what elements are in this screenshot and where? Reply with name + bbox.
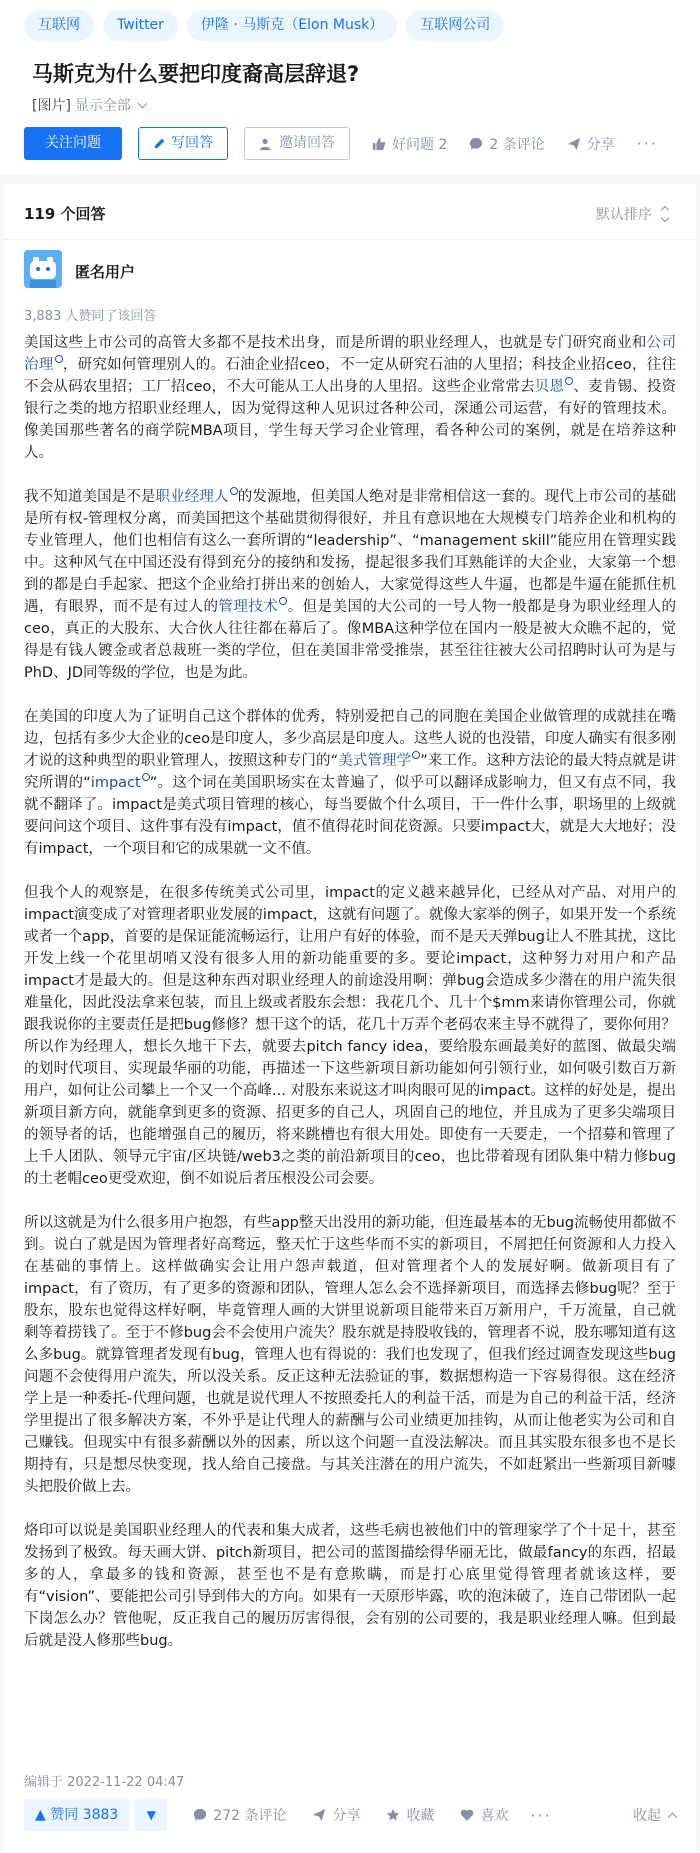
keyword-link-text: 美式管理学: [338, 753, 412, 769]
voters-count[interactable]: 3,883 人赞同了该回答: [24, 309, 157, 324]
sort-selector[interactable]: [596, 204, 668, 224]
like-label: 喜欢: [480, 1808, 509, 1824]
keyword-link-text: 管理技术: [218, 599, 279, 615]
author-name[interactable]: 匿名用户: [75, 263, 136, 281]
answer-comments-label: 272 条评论: [213, 1808, 287, 1824]
topic-tag[interactable]: 互联网公司: [406, 10, 504, 41]
sort-arrows-icon: [662, 207, 668, 221]
pencil-icon: [153, 137, 166, 150]
share-icon: [567, 137, 581, 151]
follow-question-button[interactable]: 关注问题: [24, 127, 122, 160]
keyword-link[interactable]: [91, 775, 150, 791]
downvote-button[interactable]: [135, 1799, 167, 1831]
question-header: [0, 0, 700, 174]
upvote-button[interactable]: ▲ 赞同 3883: [24, 1799, 129, 1831]
topic-tags: [24, 10, 504, 41]
keyword-link[interactable]: [338, 753, 420, 769]
question-actions: [24, 127, 658, 160]
answer-paragraph: 烙印可以说是美国职业经理人的代表和集大成者，这些毛病也被他们中的管理家学了个十足十，甚至发扬到了极致。每天画大饼、pitch新项目，把公司的蓝图描绘得华丽无比，做最fancy的东西，招最多的人，拿最多的钱和资源，甚至也不是有意欺瞒，而是打心底里觉得管理者就该这样，要有“vision”、要能把公司引导到伟大的方向。如果有一天原形毕露，吹的泡沫破了，连自己带团队一起下岗怎么办？管他呢，反正我自己的履历厉害得很，会有别的公司要的，我是职业经理人嘛。但到最后就是没人修那些bug。: [24, 1523, 676, 1649]
answer-text: ”来工作。这种方法论的最大特点就是讲究所谓的“: [24, 753, 677, 791]
answers-card: [4, 184, 696, 1853]
more-icon[interactable]: ···: [530, 1805, 552, 1825]
question-comments-label: 2 条评论: [489, 136, 545, 153]
more-icon[interactable]: ···: [636, 134, 658, 153]
collapse-label: 收起: [633, 1808, 661, 1824]
divider: [4, 239, 696, 240]
chevron-down-icon[interactable]: [137, 99, 147, 109]
show-all-link[interactable]: 显示全部: [74, 98, 131, 114]
answer-paragraph: 所以这就是为什么很多用户抱怨，有些app整天出没用的新功能，但连最基本的无bug流畅使用都做不到。说白了就是因为管理者好高骛远，整天忙于这些华而不实的新项目，不屑把任何资源和人力投入在基础的事情上。这样做确实会让用户怨声载道，但对管理者个人的发展好啊。做新项目有了impact，有了资历，有了更多的资源和团队，管理人怎么会不选择新项目，而选择去修bug呢？至于股东，股东也觉得这样好啊，毕竟管理人画的大饼里说新项目能带来百万新用户，千万流量，自己就剩等着捞钱了。至于不修bug会不会使用户流失？股东就是持股收钱的，管理者不说，股东哪知道有这么多bug。就算管理者发现有bug，管理人也有得说的：我们也发现了，但我们经过调查发现这些bug问题不会使得用户流失，所以没关系。反正这种无法验证的事，数据想构造一下容易得很。这在经济学上是一种委托-代理问题，也就是说代理人不按照委托人的利益干活，而是为自己的利益干活，经济学里提出了很多解决方案，不外乎是让代理人的薪酬与公司业绩更加挂钩，从而让他老实为公司和自己赚钱。但现实中有很多薪酬以外的因素，所以这个问题一直没法解决。而且其实股东很多也不是长期持有，只是想尽快变现，找人给自己接盘。与其关注潜在的用户流失，不如赶紧出一些新项目新噱头把股价做上去。: [24, 1215, 676, 1495]
answer-paragraph: 但我个人的观察是，在很多传统美式公司里，impact的定义越来越异化，已经从对产品、对用户的impact演变成了对管理者职业发展的impact，这就有问题了。就像大家举的例子，如果开发一个系统或者一个app，首要的是保证能流畅运行，让用户有好的体验，而不是天天弹bug让人不胜其扰，这比开发上线一个花里胡哨又没有很多人用的新功能重要的多。要论impact，这种努力对用户和产品impact才是最大的。但是这种东西对职业经理人的前途没用啊：弹bug会造成多少潜在的用户流失很难量化，因此没法拿来包装，而且上级或者股东会想：我花几个、几十个$mm来请你管理公司，你就跟我说你的主要责任是把bug修修？想干这个的话，花几十万弄个老码农来主导不就得了，要你何用？所以作为经理人，想长久地干下去，就要去pitch fancy idea，要给股东画最美好的蓝图、做最尖端的划时代项目、实现最华丽的功能，再描述一下这些新项目新功能如何引领行业，如何吸引数百万新用户，如何让公司攀上一个又一个高峰... 对股东来说这才叫肉眼可见的impact。这样的好处是，提出新项目新方向，就能拿到更多的资源、招更多的自己人，巩固自己的地位，并且成为了更多尖端项目的领导者的话，也能增强自己的履历，将来跳槽也有很大用处。即使有一天要走，一个招募和管理了上千人团队、领导元宇宙/区块链/web3之类的前沿新项目的ceo，也比带着现有团队集中精力修bug的土老帽ceo更受欢迎，倒不如说后者压根没公司会要。: [24, 885, 676, 1187]
sort-label: 默认排序: [596, 207, 652, 223]
topic-tag[interactable]: 伊隆 · 马斯克（Elon Musk）: [187, 10, 397, 41]
search-icon: [565, 377, 573, 385]
search-icon: [55, 355, 63, 363]
answer-paragraph: [24, 706, 676, 860]
anonymous-avatar-icon: [24, 250, 62, 288]
heart-icon: [460, 1808, 474, 1822]
star-icon: [386, 1808, 400, 1822]
answer-content: [24, 332, 676, 1652]
keyword-link-text: 职业经理人: [155, 489, 229, 505]
comment-icon: [193, 1808, 207, 1822]
answer-text: 美国这些上市公司的高管大多都不是技术出身，而是所谓的职业经理人，也就是专门研究商业和: [24, 335, 647, 351]
answer-text: 在美国的印度人为了证明自己这个群体的优秀，特别爱把自己的同胞在美国企业做管理的成就挂在嘴边，包括有多少大企业的ceo是印度人，多少高层是印度人。这些人说的也没错，印度人确实有很多刚才说的这种典型的职业管理人，按照这种专门的“: [24, 709, 676, 769]
chevron-up-icon: [668, 1812, 678, 1822]
answer-text: ”。这个词在美国职场实在太普遍了，似乎可以翻译成影响力，但又有点不同，我就不翻译了。impact是美式项目管理的核心，每当要做个什么项目，干一件什么事，职场里的上级就要问问这个项目、这件事有没有impact，值不值得花时间花资源。只要impact大，就是大大地好；没有impact，一个项目和它的成果就一文不值。: [24, 775, 677, 857]
answer-text: 。但是美国的大公司的一号人物一般都是身为职业经理人的ceo，真正的大股东、大合伙人往往都在幕后了。像MBA这种学位在国内一般是被大众瞧不起的，觉得是有钱人镀金或者总裁班一类的学位，但在美国非常受推崇，甚至往往被大公司招聘时认可为是与PhD、JD同等级的学位，也是为此。: [24, 599, 677, 681]
write-answer-label: 写回答: [171, 135, 213, 151]
question-comments-button[interactable]: [469, 134, 544, 154]
answer-text: 的发源地，但美国人绝对是非常相信这一套的。现代上市公司的基础是所有权-管理权分离，而美国把这个基础贯彻得很好，并且有意识地在大规模专门培养企业和机构的专业管理人，他们也相信有这么一套所谓的“leadership”、“management skill”能应用在管理实践中。这种风气在中国还没有得到充分的接纳和发扬，提起很多我们耳熟能详的大企业，大家第一个想到的都是白手起家、把这个企业给打拼出来的创始人，大家觉得这些人牛逼，也都是牛逼在能抓住机遇，有眼界，而不是有过人的: [24, 489, 677, 615]
favorite-label: 收藏: [406, 1808, 435, 1824]
good-question-button[interactable]: [372, 134, 447, 154]
comment-icon: [469, 137, 483, 151]
answer-text: ，研究如何管理别人的。石油企业招ceo，不一定从研究石油的人里招；科技企业招ceo，往往不会从码农里招；工厂招ceo，不大可能从工人出身的人里招。这些企业常常去: [24, 357, 676, 395]
keyword-link[interactable]: [535, 379, 573, 395]
edit-timestamp[interactable]: 编辑于 2022-11-22 04:47: [24, 1775, 185, 1790]
keyword-link-text: 贝恩: [534, 379, 565, 395]
answer-count: 119 个回答: [24, 205, 106, 223]
keyword-link-text: 公司治理: [24, 335, 676, 373]
answer-share-button[interactable]: [312, 1805, 360, 1825]
answer-paragraph: [24, 332, 676, 464]
keyword-link[interactable]: [218, 599, 287, 615]
like-button[interactable]: [460, 1805, 508, 1825]
person-plus-icon: [259, 137, 273, 151]
answer-action-bar: [24, 1798, 676, 1832]
question-share-label: 分享: [586, 136, 615, 153]
collapse-button[interactable]: [633, 1805, 676, 1825]
share-icon: [312, 1808, 326, 1822]
favorite-button[interactable]: [386, 1805, 434, 1825]
search-icon: [230, 487, 238, 495]
good-question-label: 好问题 2: [392, 136, 448, 153]
topic-tag[interactable]: Twitter: [103, 10, 178, 41]
question-share-button[interactable]: [567, 134, 615, 154]
invite-answer-button[interactable]: [244, 127, 350, 160]
keyword-link[interactable]: [156, 489, 238, 505]
question-title: 马斯克为什么要把印度裔高层辞退?: [32, 62, 360, 86]
answer-share-label: 分享: [332, 1808, 361, 1824]
question-detail: [32, 95, 146, 115]
topic-tag[interactable]: 互联网: [24, 10, 94, 41]
image-placeholder: [图片]: [32, 98, 71, 114]
keyword-link-text: impact: [90, 775, 141, 791]
search-icon: [142, 773, 150, 781]
thumbs-up-icon: [372, 137, 386, 151]
answer-paragraph: [24, 486, 676, 684]
write-answer-button[interactable]: [138, 127, 228, 160]
answer-text: 我不知道美国是不是: [24, 489, 156, 505]
invite-answer-label: 邀请回答: [279, 135, 335, 151]
answer-text: 、麦肯锡、投资银行之类的地方招职业经理人，因为觉得这种人见识过各种公司，深通公司运营，有好的管理技术。像美国那些著名的商学院MBA项目，学生每天学习企业管理，看各种公司的案例，就是在培养这种人。: [24, 379, 677, 461]
caret-down-icon: ▼: [146, 1808, 156, 1822]
avatar[interactable]: [24, 250, 62, 288]
answer-comments-button[interactable]: [193, 1805, 286, 1825]
